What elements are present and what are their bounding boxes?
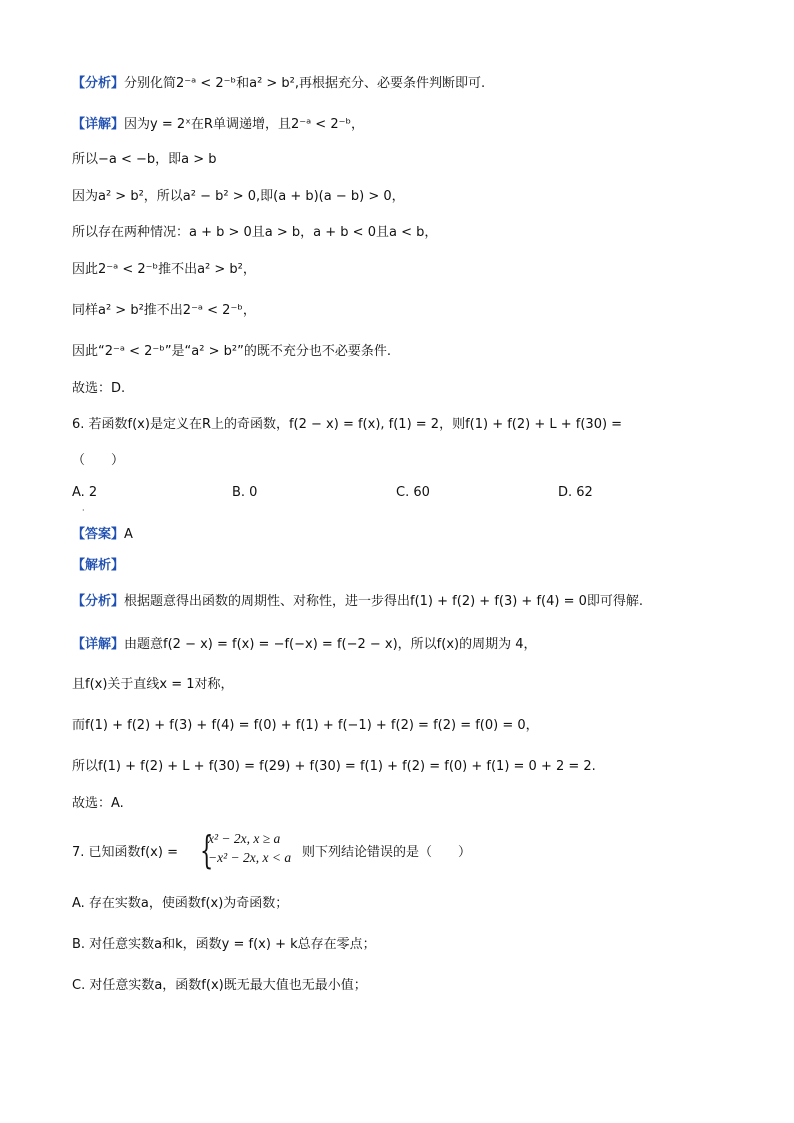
answer-value: A: [124, 527, 133, 542]
detail-text-q6: 由题意f(2 − x) = f(x) = −f(−x) = f(−2 − x)，所以f(x)的周期为 4，: [124, 637, 537, 652]
q6-option-d: D. 62: [558, 485, 593, 500]
detail-line-q6-1: [72, 633, 537, 656]
analysis-tag: 【分析】: [72, 76, 125, 91]
q6-option-b: B. 0: [232, 485, 258, 500]
question-7-tail: 则下列结论错误的是（ ）: [302, 845, 472, 860]
conclusion-q6: 故选：A.: [72, 796, 124, 811]
detail-tag-q6: 【详解】: [72, 637, 125, 652]
detail-line-q6-3: 而f(1) + f(2) + f(3) + f(4) = f(0) + f(1) + f(−1) + f(2) = f(2) = f(0) = 0，: [72, 718, 539, 733]
q6-option-a: A. 2: [72, 485, 98, 500]
analysis-text: 分别化简2⁻ᵃ < 2⁻ᵇ和a² > b²,再根据充分、必要条件判断即可.: [124, 76, 486, 91]
detail-text: 因为y = 2ˣ在R单调递增，且2⁻ᵃ < 2⁻ᵇ，: [124, 117, 365, 132]
detail-line-q5-5: 因此2⁻ᵃ < 2⁻ᵇ推不出a² > b²，: [72, 262, 256, 277]
question-6: 6. 若函数f(x)是定义在R上的奇函数，f(2 − x) = f(x), f(1) = 2，则f(1) + f(2) + L + f(30) =: [72, 417, 623, 432]
analysis-tag-q6: 【分析】: [72, 594, 125, 609]
solution-tag: 【解析】: [72, 558, 125, 573]
answer-line: [72, 523, 133, 546]
analysis-line-q6: [72, 590, 643, 613]
question-7-lead: 7. 已知函数f(x) =: [72, 845, 178, 860]
detail-line-q5-4: 所以存在两种情况：a + b > 0且a > b，a + b < 0且a < b，: [72, 225, 438, 240]
piecewise-case-1: x² − 2x, x ≥ a: [208, 831, 281, 846]
piecewise-brace: {: [200, 828, 214, 872]
detail-line-q5-7: 因此“2⁻ᵃ < 2⁻ᵇ”是“a² > b²”的既不充分也不必要条件.: [72, 344, 391, 359]
stray-dot: ·: [82, 506, 85, 515]
detail-line-q5-6: 同样a² > b²推不出2⁻ᵃ < 2⁻ᵇ，: [72, 303, 256, 318]
analysis-text-q6: 根据题意得出函数的周期性、对称性，进一步得出f(1) + f(2) + f(3) + f(4) = 0即可得解.: [124, 594, 644, 609]
detail-line-q5-2: 所以−a < −b，即a > b: [72, 152, 217, 167]
q6-option-c: C. 60: [396, 485, 430, 500]
detail-line-q5-1: [72, 113, 364, 136]
solution-head: [72, 554, 124, 577]
answer-tag: 【答案】: [72, 527, 125, 542]
piecewise-case-2: −x² − 2x, x < a: [208, 850, 292, 865]
q7-option-a: A. 存在实数a，使函数f(x)为奇函数；: [72, 896, 289, 911]
question-6-blank: （ ）: [72, 453, 125, 468]
detail-line-q6-2: 且f(x)关于直线x = 1对称，: [72, 677, 234, 692]
detail-tag: 【详解】: [72, 117, 125, 132]
conclusion-q5: 故选：D.: [72, 381, 126, 396]
detail-line-q6-4: 所以f(1) + f(2) + L + f(30) = f(29) + f(30) = f(1) + f(2) = f(0) + f(1) = 0 + 2 = 2.: [72, 759, 596, 774]
q6-options: [72, 482, 722, 504]
analysis-line-q5: [72, 72, 485, 95]
detail-line-q5-3: 因为a² > b²，所以a² − b² > 0,即(a + b)(a − b) > 0，: [72, 189, 405, 204]
q7-option-c: C. 对任意实数a，函数f(x)既无最大值也无最小值；: [72, 978, 367, 993]
q7-option-b: B. 对任意实数a和k，函数y = f(x) + k总存在零点；: [72, 937, 376, 952]
